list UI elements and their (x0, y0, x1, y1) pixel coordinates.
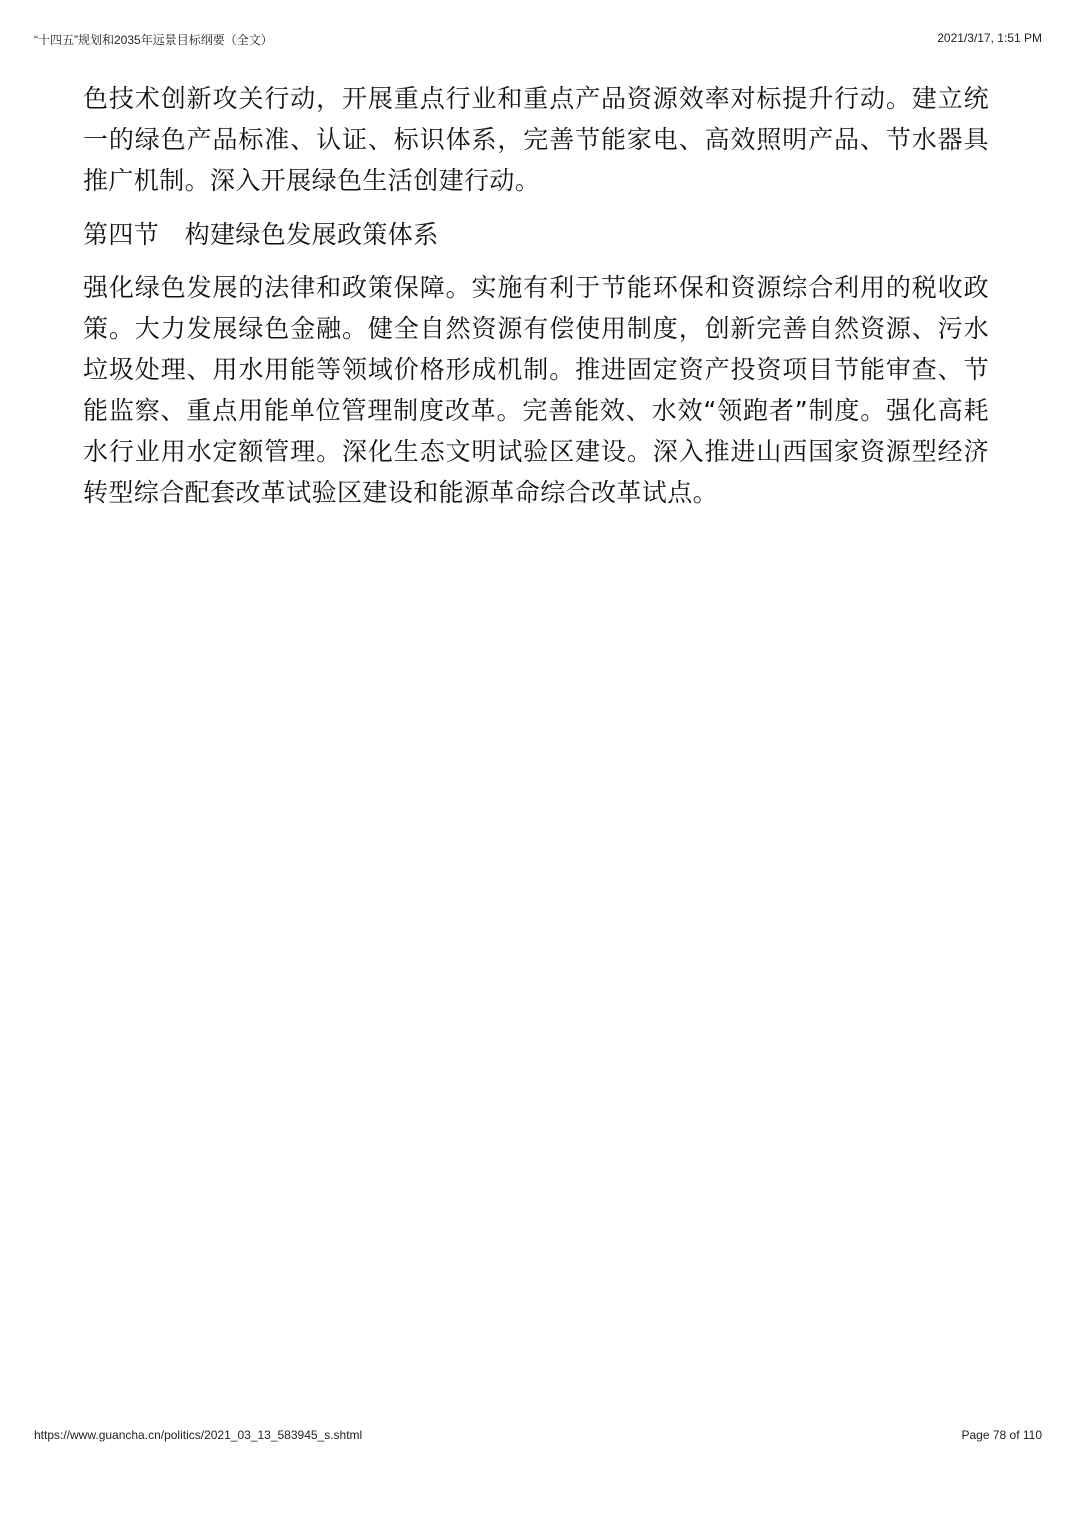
print-datetime: 2021/3/17, 1:51 PM (937, 31, 1042, 45)
document-title: “十四五”规划和2035年远景目标纲要（全文） (34, 33, 273, 47)
document-body (83, 78, 989, 513)
section-heading: 第四节 构建绿色发展政策体系 (83, 220, 439, 249)
page-number: Page 78 of 110 (961, 1428, 1042, 1442)
paragraph-green-policy: 强化绿色发展的法律和政策保障。实施有利于节能环保和资源综合利用的税收政策。大力发展绿色金融。健全自然资源有偿使用制度，创新完善自然资源、污水垃圾处理、用水用能等领域价格形成机制。推进固定资产投资项目节能审查、节能监察、重点用能单位管理制度改革。完善能效、水效“领跑者”制度。强化高耗水行业用水定额管理。深化生态文明试验区建设。深入推进山西国家资源型经济转型综合配套改革试验区建设和能源革命综合改革试点。 (83, 273, 989, 507)
print-footer (34, 1428, 1042, 1442)
print-header (34, 31, 1042, 48)
paragraph-green-tech: 色技术创新攻关行动，开展重点行业和重点产品资源效率对标提升行动。建立统一的绿色产品标准、认证、标识体系，完善节能家电、高效照明产品、节水器具推广机制。深入开展绿色生活创建行动。 (83, 84, 989, 195)
source-url[interactable]: https://www.guancha.cn/politics/2021_03_13_583945_s.shtml (34, 1428, 363, 1442)
